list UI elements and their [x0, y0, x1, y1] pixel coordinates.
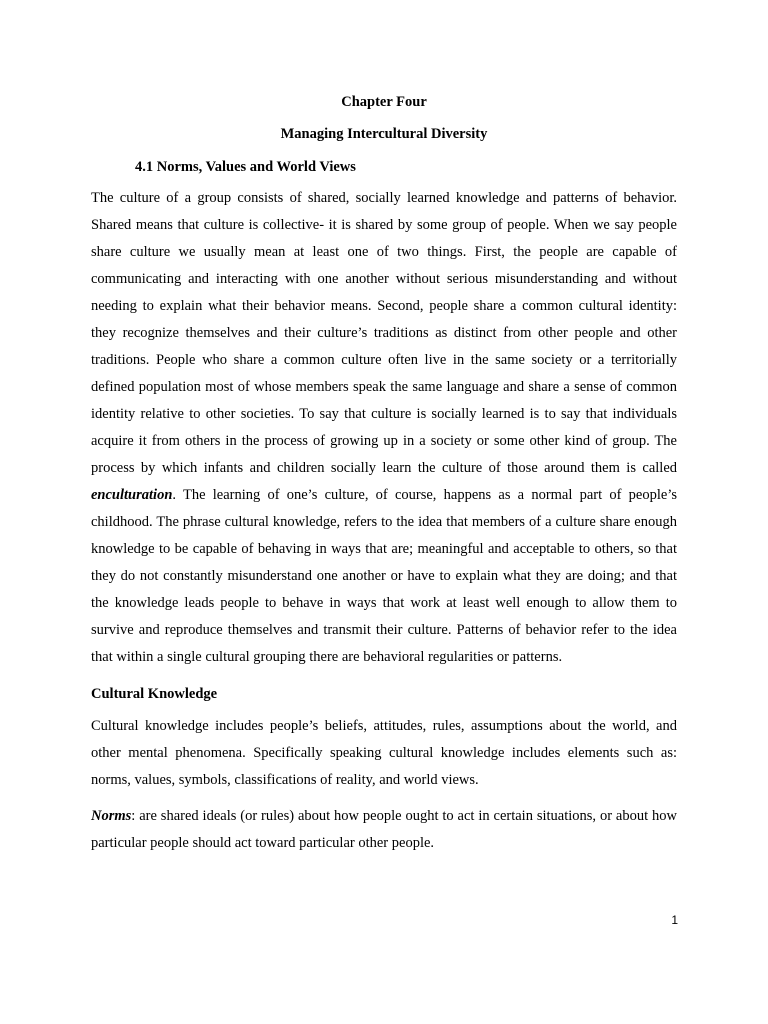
term-norms: Norms	[91, 808, 132, 824]
page-number: 1	[671, 913, 678, 927]
paragraph-text: The culture of a group consists of shared, socially learned knowledge and patterns of behavior. Shared means that culture is collective- it is shared by some group of people. When we say people share culture we usually mean at least one of two things. First, the people are capable of communicating and interacting with one another without serious misunderstanding and without needing to explain what their behavior means. Second, people share a common cultural identity: they recognize themselves and their culture’s traditions as distinct from other people and other traditions. People who share a common culture often live in the same society or a territorially defined population most of whose members speak the same language and share a sense of common identity relative to other societies. To say that culture is socially learned is to say that individuals acquire it from others in the process of growing up in a society or some other kind of group. The process by which infants and children socially learn the culture of those around them is called	[91, 190, 677, 476]
document-body	[91, 92, 677, 857]
chapter-subtitle: Managing Intercultural Diversity	[280, 126, 488, 142]
section-heading: 4.1 Norms, Values and World Views	[135, 159, 356, 175]
paragraph-cultural-knowledge: Cultural knowledge includes people’s beliefs, attitudes, rules, assumptions about the world, and other mental phenomena. Specifically speaking cultural knowledge includes elements such as: norms, values, symbols, classifications of reality, and world views.	[91, 718, 677, 788]
paragraph-culture-definition	[91, 185, 677, 671]
subheading-cultural-knowledge: Cultural Knowledge	[91, 686, 218, 702]
paragraph-text: : are shared ideals (or rules) about how people ought to act in certain situations, or about how particular people should act toward particular other people.	[91, 808, 677, 851]
paragraph-text: . The learning of one’s culture, of course, happens as a normal part of people’s childhood. The phrase cultural knowledge, refers to the idea that members of a culture share enough knowledge to be capable of behaving in ways that are; meaningful and acceptable to others, so that they do not constantly misunderstand one another or have to explain what they are doing; and that the knowledge leads people to behave in ways that work at least well enough to allow them to survive and reproduce themselves and transmit their culture. Patterns of behavior refer to the idea that within a single cultural grouping there are behavioral regularities or patterns.	[91, 487, 677, 665]
paragraph-norms	[91, 803, 677, 857]
term-enculturation: enculturation	[91, 487, 173, 503]
chapter-title: Chapter Four	[341, 94, 427, 110]
